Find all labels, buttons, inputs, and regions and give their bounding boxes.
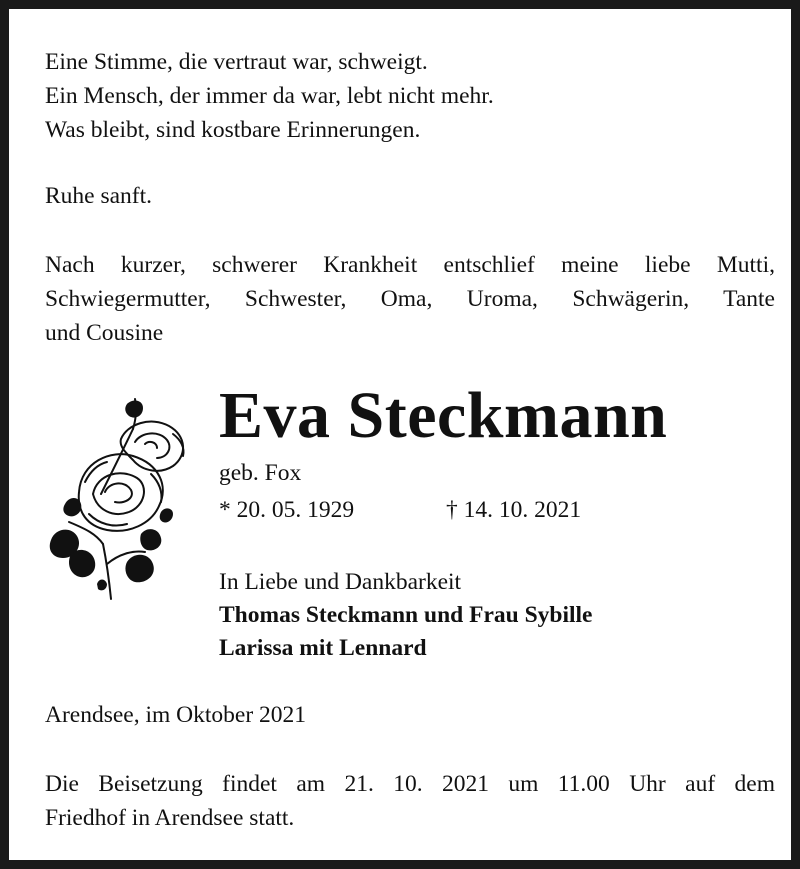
deceased-name: Eva Steckmann [219,379,668,452]
birth-date: * 20. 05. 1929 [219,497,355,523]
funeral-line-2: Friedhof in Arendsee statt. [45,805,295,831]
farewell-text: Ruhe sanft. [45,183,153,209]
mourners-line-2: Larissa mit Lennard [219,635,427,661]
funeral-line-1: Die Beisetzung findet am 21. 10. 2021 um 11.00 Uhr auf dem [45,771,775,797]
death-date: † 14. 10. 2021 [446,497,582,523]
mourners-intro: In Liebe und Dankbarkeit [219,569,462,595]
maiden-name: geb. Fox [219,460,302,486]
intro-line-3: und Cousine [45,320,164,346]
poem-line-2: Ein Mensch, der immer da war, lebt nicht mehr. [45,83,494,109]
mourners-line-1: Thomas Steckmann und Frau Sybille [219,602,593,628]
intro-line-2: Schwiegermutter, Schwester, Oma, Uroma, Schwägerin, Tante [45,286,775,312]
poem-line-1: Eine Stimme, die vertraut war, schweigt. [45,49,428,75]
poem-line-3: Was bleibt, sind kostbare Erinnerungen. [45,117,421,143]
place-date: Arendsee, im Oktober 2021 [45,702,307,728]
intro-line-1: Nach kurzer, schwerer Krankheit entschlief meine liebe Mutti, [45,252,775,278]
rose-icon [41,394,191,606]
